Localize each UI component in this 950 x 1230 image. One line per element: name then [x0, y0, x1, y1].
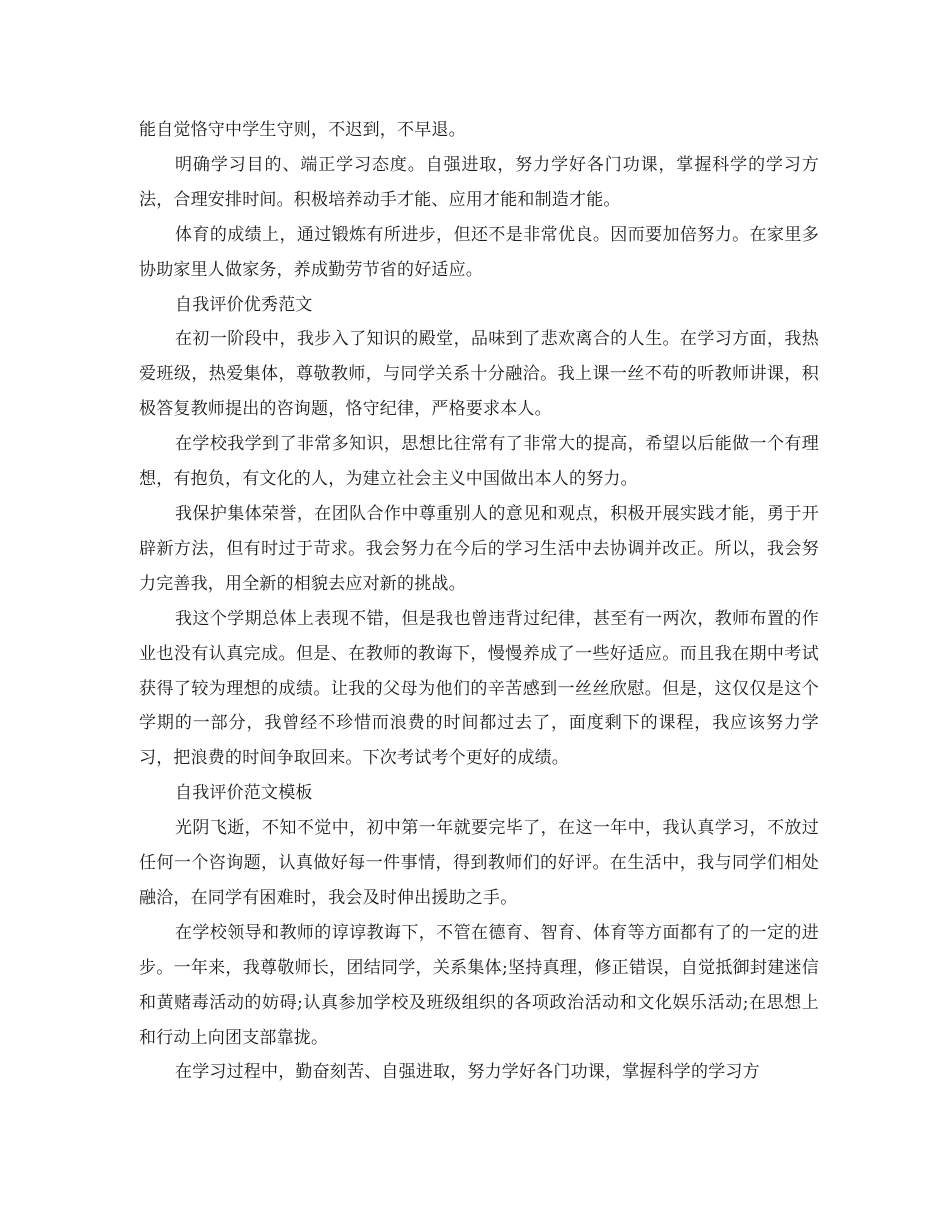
- paragraph: 在学校领导和教师的谆谆教诲下，不管在德育、智育、体育等方面都有了的一定的进步。一年来，我尊敬师长，团结同学，关系集体;坚持真理，修正错误，自觉抵御封建迷信和黄赌毒活动的妨碍;认真参加学校及班级组织的各项政治活动和文化娱乐活动;在思想上和行动上向团支部靠拢。: [139, 922, 819, 1048]
- document-body: [139, 113, 819, 1090]
- paragraph: 明确学习目的、端正学习态度。自强进取，努力学好各门功课，掌握科学的学习方法，合理安排时间。积极培养动手才能、应用才能和制造才能。: [139, 154, 819, 210]
- paragraph: 在初一阶段中，我步入了知识的殿堂，品味到了悲欢离合的人生。在学习方面，我热爱班级，热爱集体，尊敬教师，与同学关系十分融洽。我上课一丝不苟的听教师讲课，积极答复教师提出的咨询题，恪守纪律，严格要求本人。: [139, 329, 819, 420]
- section-heading: 自我评价优秀范文: [175, 294, 313, 315]
- paragraph: 体育的成绩上，通过锻炼有所进步，但还不是非常优良。因而要加倍努力。在家里多协助家里人做家务，养成勤劳节省的好适应。: [139, 224, 819, 280]
- paragraph: 光阴飞逝，不知不觉中，初中第一年就要完毕了，在这一年中，我认真学习，不放过任何一个咨询题，认真做好每一件事情，得到教师们的好评。在生活中，我与同学们相处融洽，在同学有困难时，我会及时伸出援助之手。: [139, 818, 819, 908]
- section-heading: 自我评价范文模板: [175, 783, 313, 804]
- paragraph: 我这个学期总体上表现不错，但是我也曾违背过纪律，甚至有一两次，教师布置的作业也没有认真完成。但是、在教师的教诲下，慢慢养成了一些好适应。而且我在期中考试获得了较为理想的成绩。让我的父母为他们的辛苦感到一丝丝欣慰。但是，这仅仅是这个学期的一部分，我曾经不珍惜而浪费的时间都过去了，面度剩下的课程，我应该努力学习，把浪费的时间争取回来。下次考试考个更好的成绩。: [139, 608, 819, 769]
- paragraph: 在学校我学到了非常多知识，思想比往常有了非常大的提高，希望以后能做一个有理想，有抱负，有文化的人，为建立社会主义中国做出本人的努力。: [139, 434, 819, 490]
- paragraph: 我保护集体荣誉，在团队合作中尊重别人的意见和观点，积极开展实践才能，勇于开辟新方法，但有时过于苛求。我会努力在今后的学习生活中去协调并改正。所以，我会努力完善我，用全新的相貌去应对新的挑战。: [139, 503, 819, 594]
- paragraph: 在学习过程中，勤奋刻苦、自强进取，努力学好各门功课，掌握科学的学习方: [175, 1062, 760, 1083]
- paragraph-continuation: 能自觉恪守中学生守则，不迟到，不早退。: [139, 120, 466, 140]
